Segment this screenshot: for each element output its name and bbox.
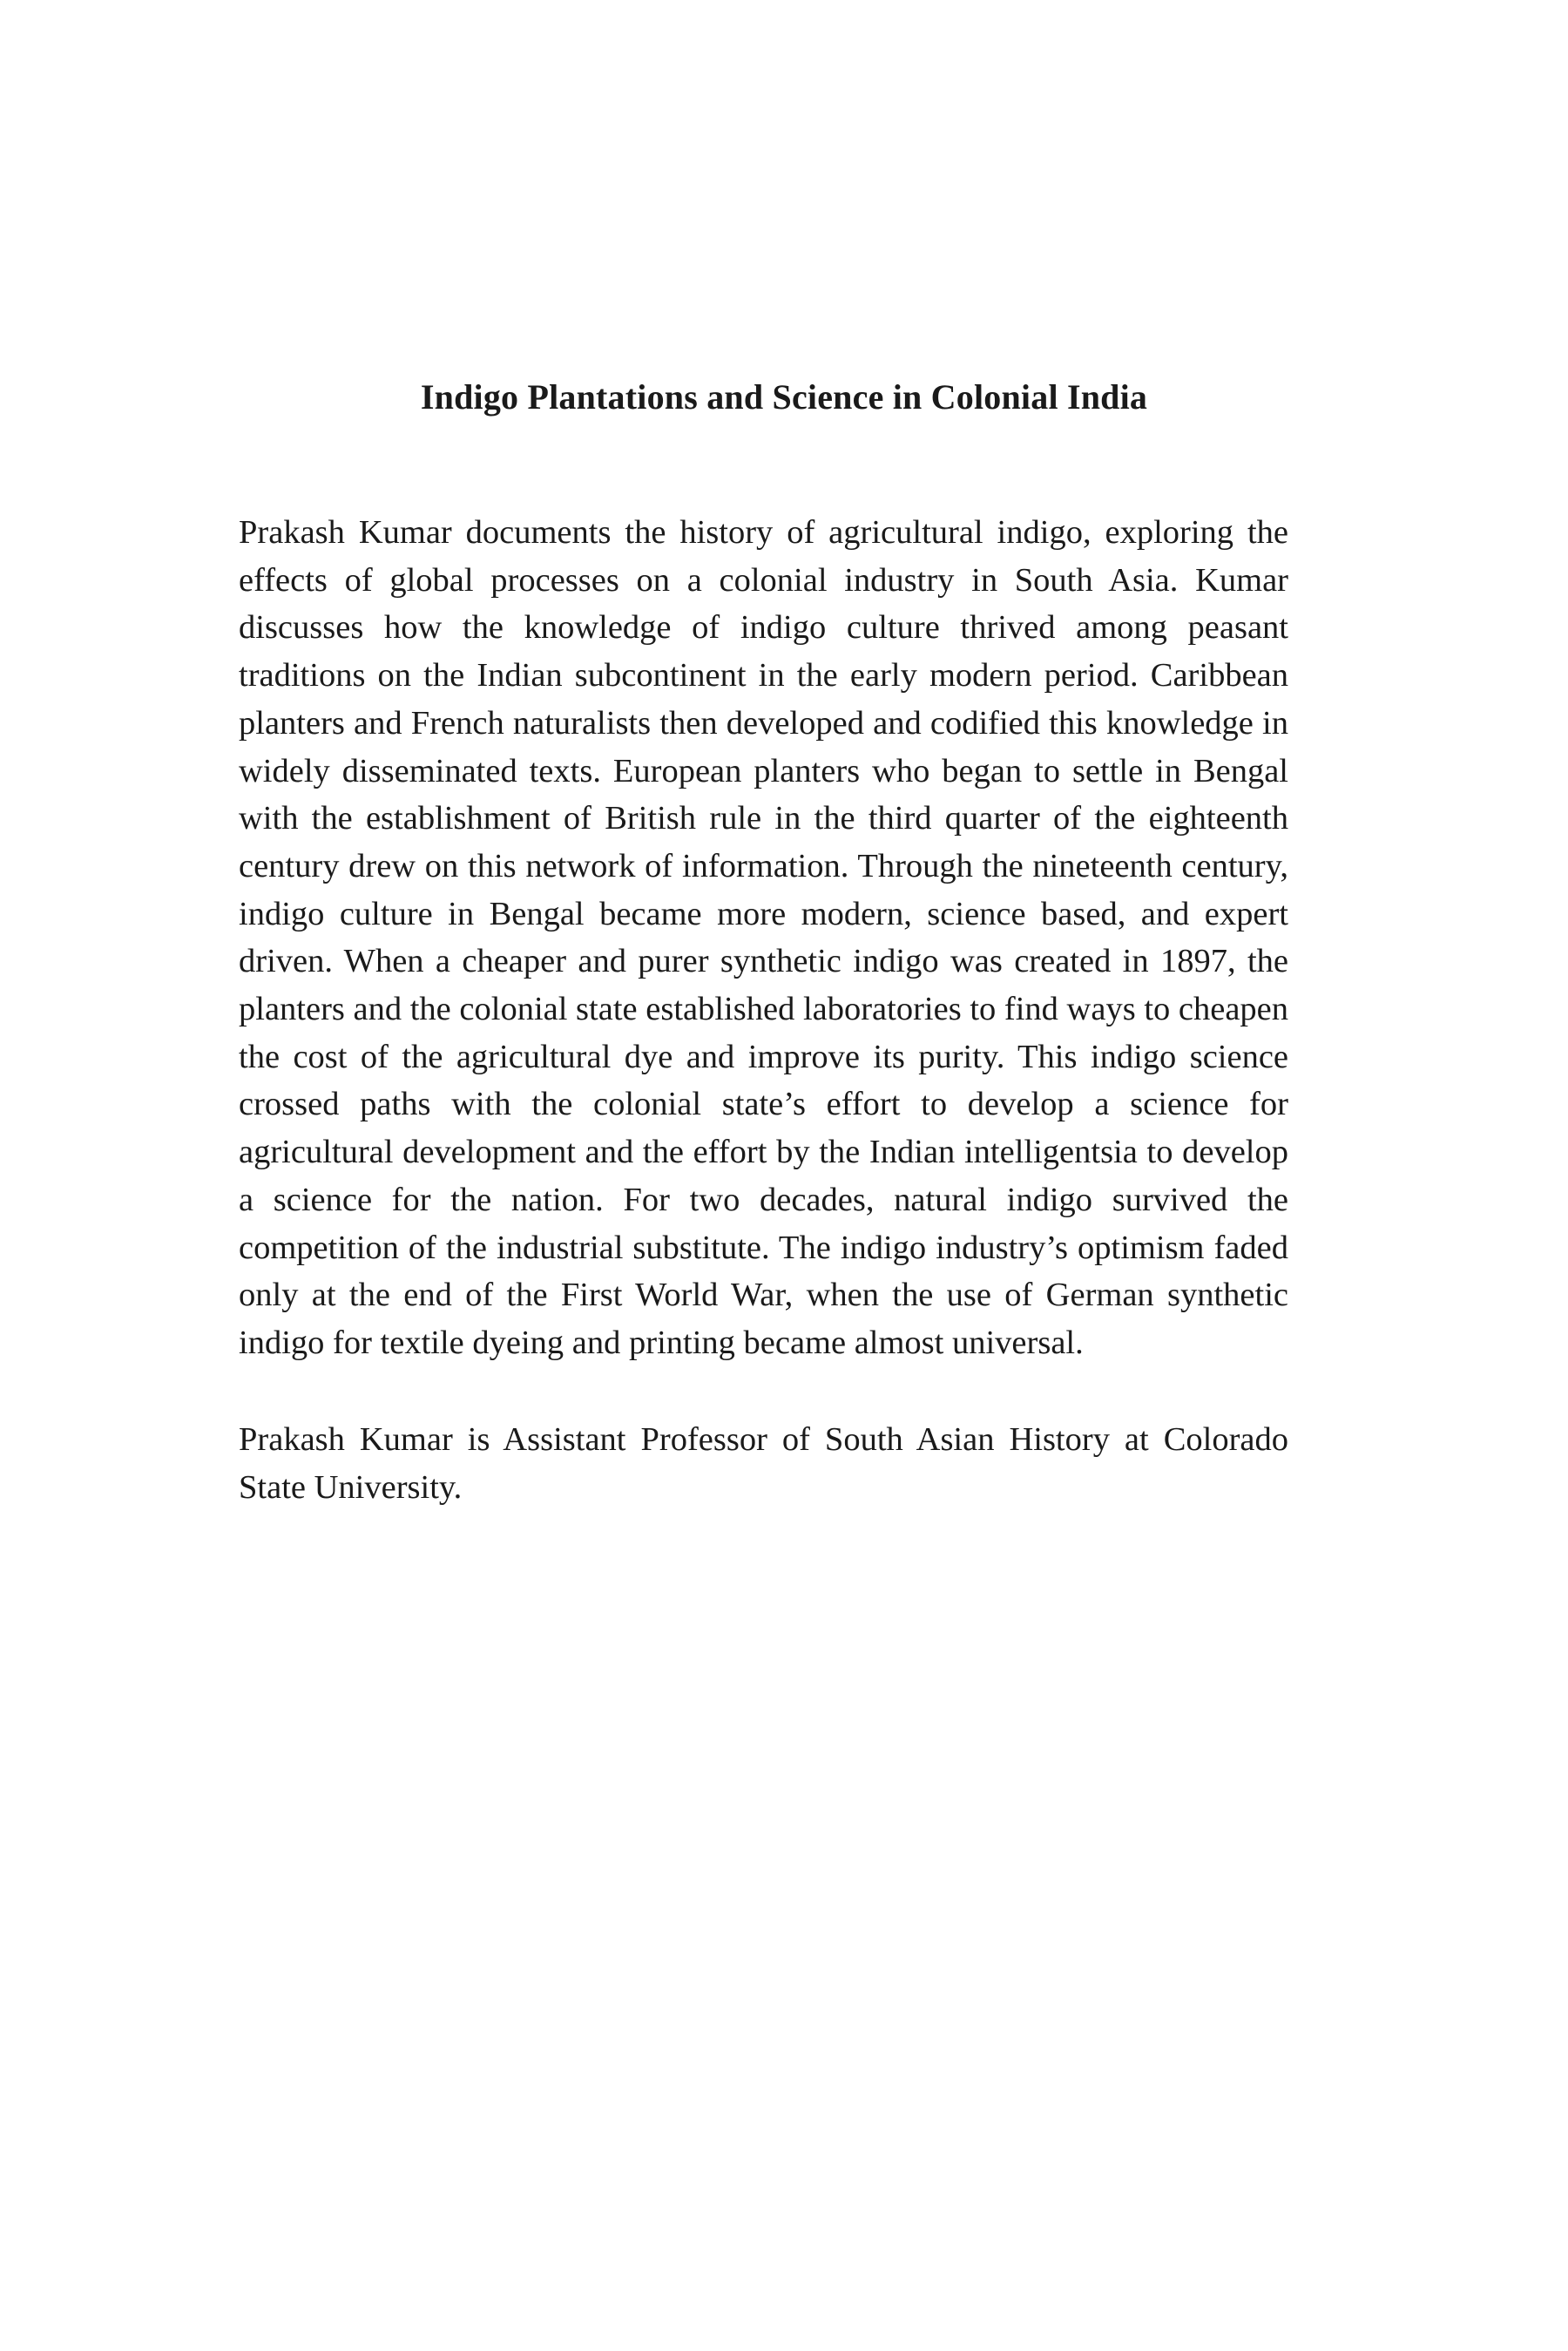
book-title: Indigo Plantations and Science in Colonial India <box>420 377 1148 417</box>
author-bio: Prakash Kumar is Assistant Professor of South Asian History at Colorado State University. <box>239 1421 1288 1506</box>
book-description: Prakash Kumar documents the history of agricultural indigo, exploring the effects of global processes on a colonial industry in South Asia. Kumar discusses how the knowledge of indigo culture thrived among peasant traditions on the Indian subcontinent in the early modern period. Caribbean planters and French naturalists then developed and codified this knowledge in widely disseminated texts. European planters who began to settle in Bengal with the establishment of British rule in the third quarter of the eighteenth century drew on this network of information. Through the nineteenth century, indigo culture in Bengal became more modern, science based, and expert driven. When a cheaper and purer synthetic indigo was created in 1897, the planters and the colonial state established laboratories to find ways to cheapen the cost of the agricultural dye and improve its purity. This indigo science crossed paths with the colonial state’s effort to develop a science for agricultural development and the effort by the Indian intelligentsia to develop a science for the nation. For two decades, natural indigo survived the competition of the industrial substitute. The indigo industry’s optimism faded only at the end of the First World War, when the use of German synthetic indigo for textile dyeing and printing became almost universal. <box>239 514 1288 1361</box>
